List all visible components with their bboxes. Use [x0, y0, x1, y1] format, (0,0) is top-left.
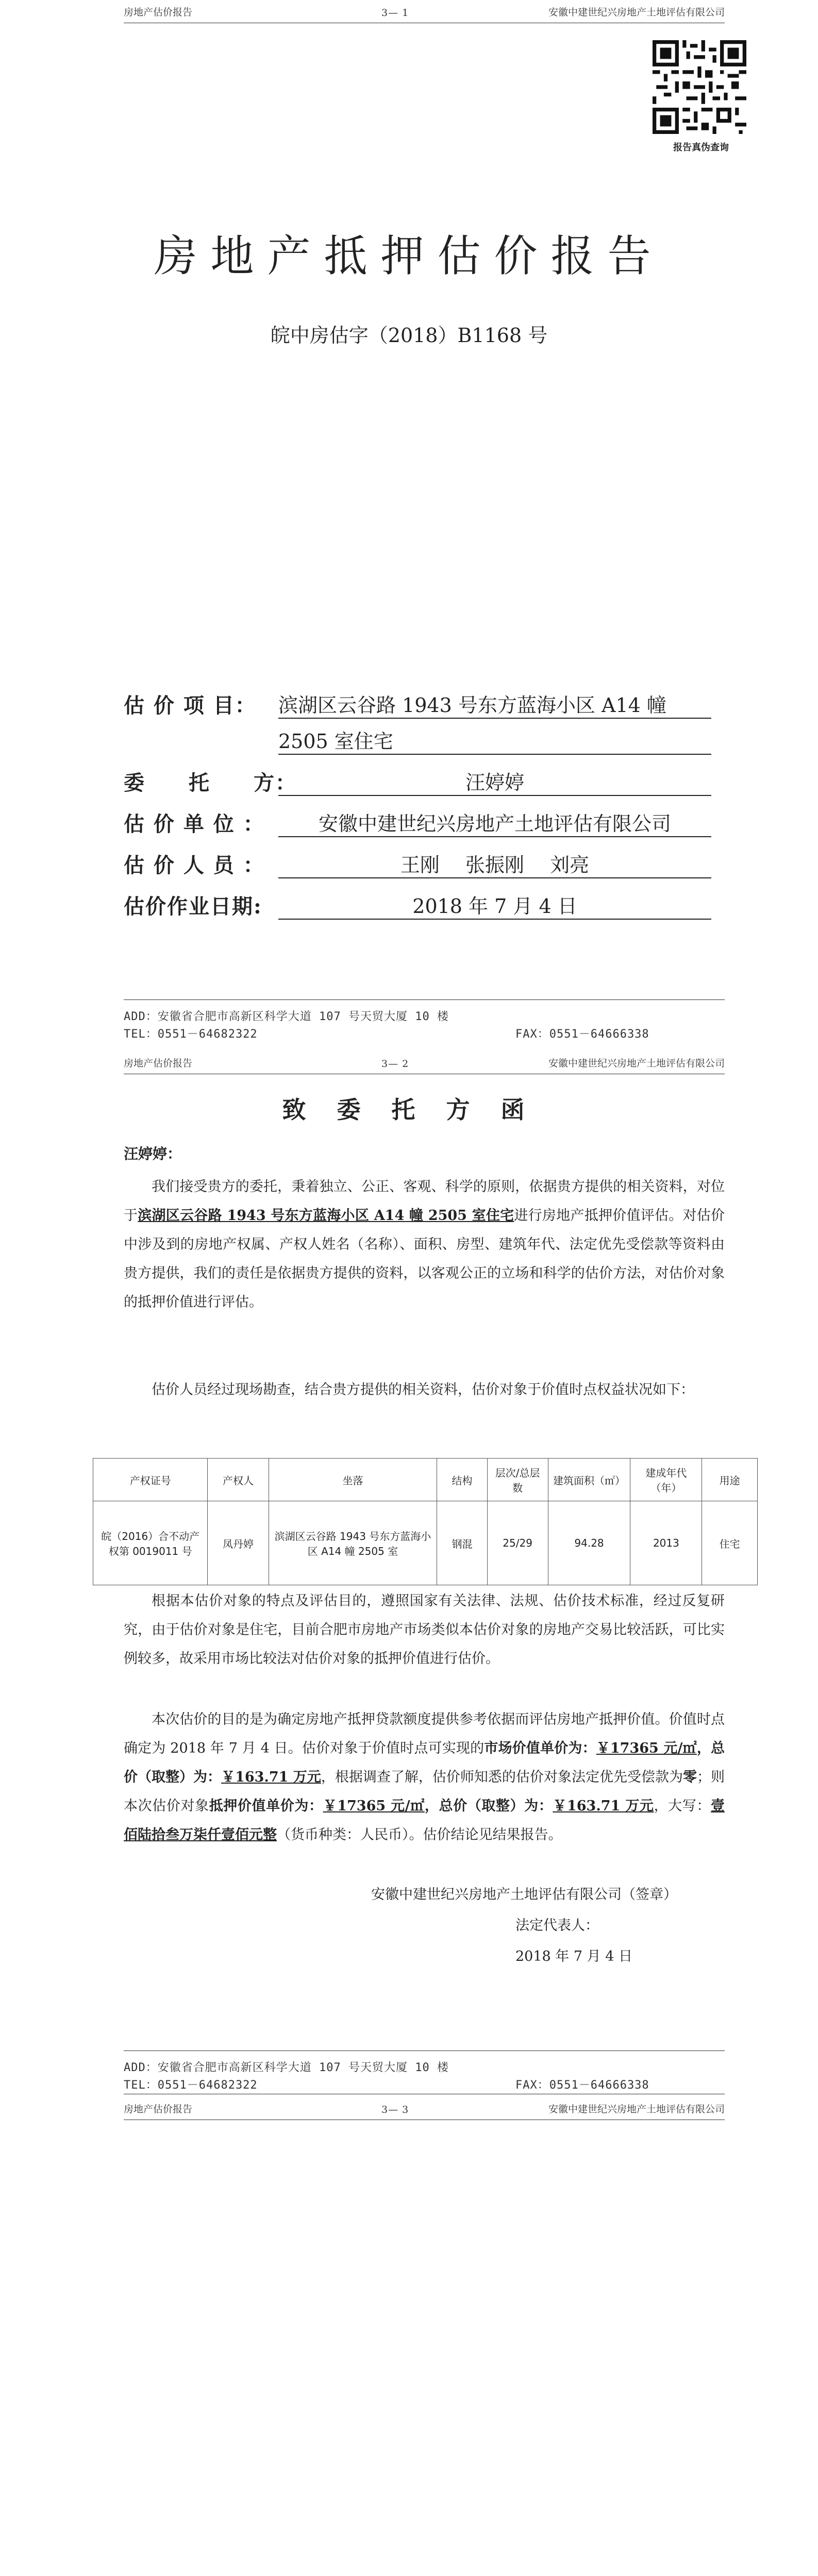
p4-total-label: ，总价（取整）为：: [124, 1740, 725, 1785]
footer-tel: TEL：0551－64682322: [124, 2079, 258, 2092]
footer-fax: FAX：0551－64666338: [515, 2079, 649, 2092]
property-table: [93, 1458, 758, 1585]
appraiser-org-value: 安徽中建世纪兴房地产土地评估有限公司: [278, 808, 711, 837]
table-cell: 钢混: [437, 1501, 487, 1585]
p4-text-4: ，大写：: [654, 1798, 711, 1814]
col-header: 用途: [702, 1459, 758, 1501]
p4-mortgage-unit-price: ￥17365 元/㎡: [323, 1798, 425, 1814]
table-cell: 滨湖区云谷路 1943 号东方蓝海小区 A14 幢 2505 室: [269, 1501, 437, 1585]
p4-text-3: ；则本次估价对象: [124, 1769, 725, 1814]
p4-market-unit-price: ￥17365 元/㎡: [596, 1740, 697, 1756]
p1-text-2: 进行房地产抵押价值评估。对估价中涉及到的房地产权属、产权人姓名（名称）、面积、房型、建筑年代、法定优先受偿款等资料由贵方提供，我们的责任是依据贵方提供的资料，以客观公正的立场和科学的估价方法，对估价对象的抵押价值进行评估。: [124, 1208, 725, 1310]
header-right: 安徽中建世纪兴房地产土地评估有限公司: [548, 1058, 725, 1069]
table-cell: 25/29: [487, 1501, 548, 1585]
appraiser-org-label: 估 价 单 位 ：: [124, 812, 265, 836]
p1-text: 我们接受贵方的委托，秉着独立、公正、客观、科学的原则，依据贵方提供的相关资料，对位于: [124, 1179, 725, 1224]
page-header-2: [124, 1051, 725, 1074]
signature-company: 安徽中建世纪兴房地产土地评估有限公司（签章）: [371, 1887, 677, 1903]
p4-mortgage-total: ￥163.71 万元: [553, 1798, 654, 1814]
letter-paragraph-2: 估价人员经过现场勘查，结合贵方提供的相关资料，估价对象于价值时点权益状况如下：: [152, 1382, 694, 1398]
report-number: 皖中房估字（2018）B1168 号: [270, 324, 548, 347]
signature-representative: 法定代表人：: [515, 1918, 599, 1934]
p4-text: 本次估价的目的是为确定房地产抵押贷款额度提供参考依据而评估房地产抵押价值。价值时点确定为 2018 年 7 月 4 日。估价对象于价值时点可实现的: [124, 1711, 725, 1756]
work-date-label: 估价作业日期:: [124, 894, 262, 919]
project-label: 估 价 项 目：: [124, 693, 257, 718]
header-page-number: 3— 3: [381, 2104, 409, 2115]
table-cell: 凤丹婷: [208, 1501, 269, 1585]
table-cell: 皖（2016）合不动产权第 0019011 号: [93, 1501, 208, 1585]
project-value: 滨湖区云谷路 1943 号东方蓝海小区 A14 幢: [278, 689, 711, 719]
col-header: 产权人: [208, 1459, 269, 1501]
client-value: 汪婷婷: [278, 767, 711, 796]
table-row: [93, 1501, 758, 1585]
p4-market-label: 市场价值单价为：: [484, 1740, 596, 1756]
col-header: 层次/总层数: [487, 1459, 548, 1501]
table-cell: 住宅: [702, 1501, 758, 1585]
col-header: 建成年代（年）: [630, 1459, 702, 1501]
letter-paragraph-4: [124, 1705, 725, 1850]
col-header: 坐落: [269, 1459, 437, 1501]
header-right: 安徽中建世纪兴房地产土地评估有限公司: [548, 2104, 725, 2115]
letter-paragraph-1: [124, 1173, 725, 1317]
appraisers-value: 王刚 张振刚 刘亮: [278, 849, 711, 878]
p4-mortgage-label: 抵押价值单价为：: [209, 1798, 323, 1814]
client-label: 委 托 方：: [124, 771, 297, 795]
col-header: 产权证号: [93, 1459, 208, 1501]
report-title: 房地产抵押估价报告: [154, 231, 664, 281]
footer-address: ADD：安徽省合肥市高新区科学大道 107 号天贸大厦 10 楼: [124, 1010, 449, 1023]
letter-paragraph-3: 根据本估价对象的特点及评估目的，遵照国家有关法律、法规、估价技术标准，经过反复研究，由于估价对象是住宅，目前合肥市房地产市场类似本估价对象的房地产交易比较活跃，可比实例较多，故采用市场比较法对估价对象的抵押价值进行估价。: [124, 1593, 725, 1667]
p4-text-5: （货币种类：人民币）。估价结论见结果报告。: [277, 1827, 562, 1843]
col-header: 结构: [437, 1459, 487, 1501]
header-left: 房地产估价报告: [124, 1058, 193, 1069]
page-header-1: [124, 0, 725, 23]
header-page-number: 3— 2: [381, 1058, 409, 1070]
table-header-row: [93, 1459, 758, 1501]
footer-tel: TEL：0551－64682322: [124, 1028, 258, 1041]
work-date-value: 2018 年 7 月 4 日: [278, 890, 711, 920]
letter-salutation: 汪婷婷：: [124, 1145, 182, 1162]
appraisers-label: 估 价 人 员 ：: [124, 853, 265, 877]
project-value-2: 2505 室住宅: [278, 725, 711, 755]
qr-caption: 报告真伪查询: [673, 142, 729, 153]
table-cell: 94.28: [548, 1501, 630, 1585]
table-cell: 2013: [630, 1501, 702, 1585]
col-header: 建筑面积（㎡）: [548, 1459, 630, 1501]
footer-fax: FAX：0551－64666338: [515, 1028, 649, 1041]
header-right: 安徽中建世纪兴房地产土地评估有限公司: [548, 7, 725, 18]
p4-total-label-2: ，总价（取整）为：: [424, 1798, 553, 1814]
p4-amount-in-words: 壹佰陆拾叁万柒仟壹佰元整: [124, 1798, 725, 1843]
signature-date: 2018 年 7 月 4 日: [515, 1948, 632, 1964]
header-left: 房地产估价报告: [124, 7, 193, 18]
page-header-3: [124, 2097, 725, 2120]
p4-priority-amount: 零: [683, 1769, 697, 1785]
p4-text-2: ，根据调查了解，估价师知悉的估价对象法定优先受偿款为: [321, 1769, 683, 1785]
qr-code-icon[interactable]: [653, 40, 746, 134]
footer-address: ADD：安徽省合肥市高新区科学大道 107 号天贸大厦 10 楼: [124, 2061, 449, 2074]
p4-market-total: ￥163.71 万元: [221, 1769, 321, 1785]
p1-address: 滨湖区云谷路 1943 号东方蓝海小区 A14 幢 2505 室住宅: [138, 1208, 514, 1224]
header-page-number: 3— 1: [381, 7, 409, 19]
header-left: 房地产估价报告: [124, 2104, 193, 2115]
letter-title: 致 委 托 方 函: [282, 1096, 536, 1124]
